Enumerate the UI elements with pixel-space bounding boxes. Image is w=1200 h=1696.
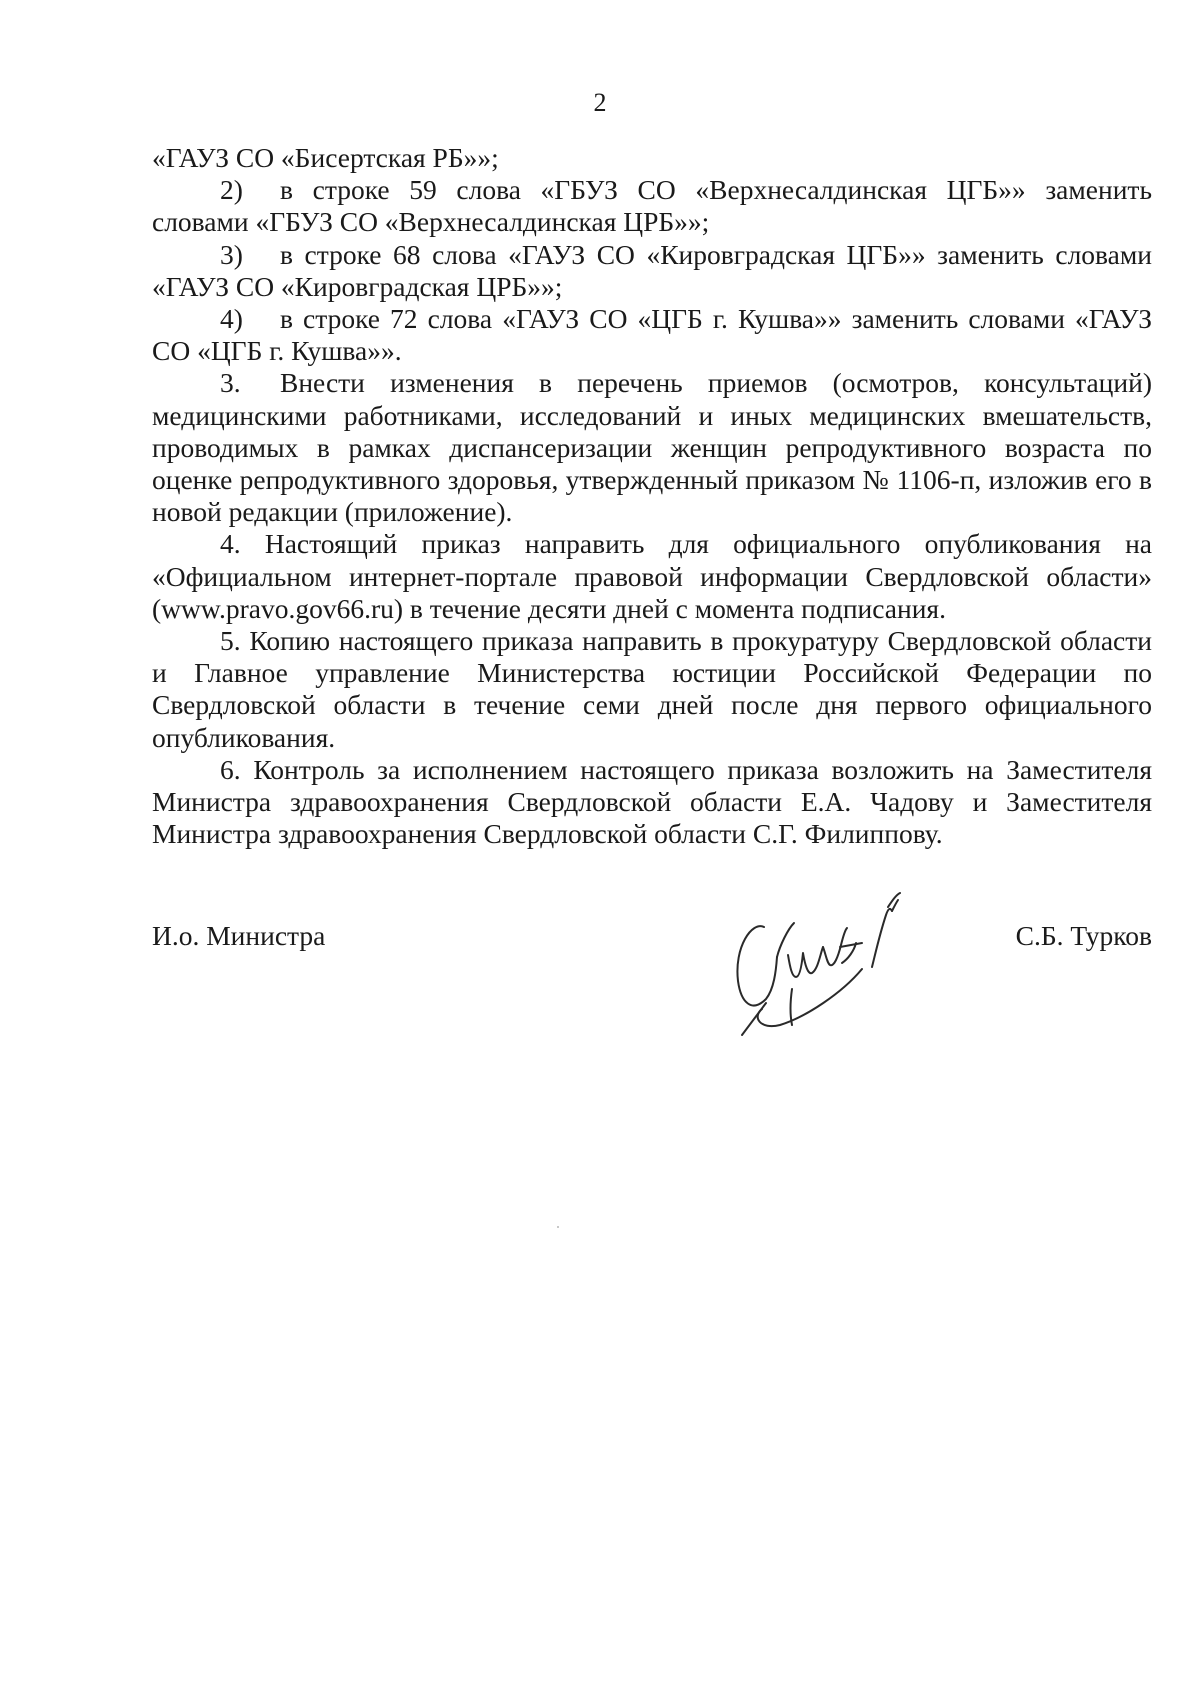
list-item-4: [152, 303, 1152, 367]
paragraph-text: Контроль за исполнением настоящего приказа возложить на Заместителя Министра здравоохранения Свердловской области Е.А. Чадову и Заместителя Министра здравоохранения Свердловской области С.Г. Филиппову.: [152, 753, 1153, 850]
item-number: 2): [220, 174, 243, 206]
item-number: 4): [220, 303, 243, 335]
clause-number: 4.: [220, 528, 241, 560]
paragraph-text: Настоящий приказ направить для официального опубликования на «Официальном интернет-портале правовой информации Свердловской области» (www.pravo.gov66.ru) в течение десяти дней с момента подписания.: [152, 528, 1152, 624]
document-body: [152, 142, 1152, 850]
clause-number: 5.: [220, 625, 241, 657]
clause-3: [152, 367, 1152, 528]
list-item-2: [152, 174, 1152, 238]
clause-number: 6.: [220, 753, 241, 785]
handwritten-signature: [730, 885, 950, 1060]
clause-4: [152, 528, 1152, 625]
signatory-name: С.Б. Турков: [1015, 920, 1152, 951]
item-number: 3): [220, 238, 243, 270]
paragraph-text: в строке 68 слова «ГАУЗ СО «Кировградская ЦГБ»» заменить словами «ГАУЗ СО «Кировградская ЦРБ»»;: [152, 238, 1152, 302]
page-number: 2: [593, 88, 607, 117]
list-item-3: [152, 239, 1152, 303]
paragraph-continuation: [152, 142, 1152, 174]
paragraph-text: Внести изменения в перечень приемов (осмотров, консультаций) медицинскими работниками, исследований и иных медицинских вмешательств, проводимых в рамках диспансеризации женщин репродуктивного возраста по оценке репродуктивного здоровья, утвержденный приказом № 1106-п, изложив его в новой редакции (приложение).: [152, 367, 1152, 528]
scan-speck: [557, 1226, 559, 1228]
paragraph-text: «ГАУЗ СО «Бисертская РБ»»;: [152, 142, 499, 173]
paragraph-text: Копию настоящего приказа направить в прокуратуру Свердловской области и Главное управление Министерства юстиции Российской Федерации по Свердловской области в течение семи дней после дня первого официального опубликования.: [152, 625, 1152, 753]
clause-5: [152, 625, 1152, 754]
paragraph-text: в строке 72 слова «ГАУЗ СО «ЦГБ г. Кушва»» заменить словами «ГАУЗ СО «ЦГБ г. Кушва»».: [152, 303, 1152, 367]
clause-number: 3.: [220, 367, 241, 399]
clause-6: [152, 754, 1152, 851]
paragraph-text: в строке 59 слова «ГБУЗ СО «Верхнесалдинская ЦГБ»» заменить словами «ГБУЗ СО «Верхнесалдинская ЦРБ»»;: [152, 174, 1152, 238]
signatory-position: И.о. Министра: [152, 920, 326, 951]
signature-block: [152, 920, 1152, 960]
